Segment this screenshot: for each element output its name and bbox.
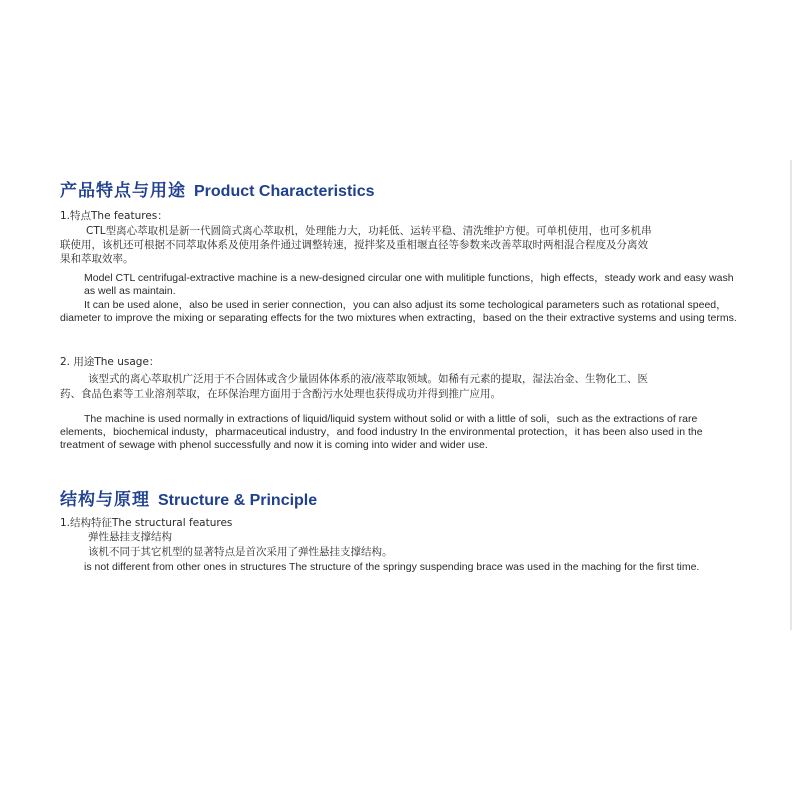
usage-title: 2. 用途The usage：	[60, 356, 160, 368]
structure-item-subtitle: 弹性悬挂支撑结构	[88, 531, 172, 543]
features-cn-line: 果和萃取效率。	[60, 253, 134, 265]
features-en-paragraph-1: Model CTL centrifugal-extractive machine is a new-designed circular one with mulitiple functions，high effects，steady work and easy wash as well as maintain.	[84, 272, 734, 297]
structure-item-title: 1.结构特征The structural features	[60, 517, 233, 529]
features-title: 1.特点The features：	[60, 210, 168, 222]
features-cn-line: 联使用，该机还可根据不同萃取体系及使用条件通过调整转速，搅拌桨及重相堰直径等参数来改善萃取时两相混合程度及分离效	[60, 239, 648, 251]
heading-en: Product Characteristics	[194, 183, 375, 200]
heading-cn: 结构与原理	[60, 490, 150, 510]
structure-item-en: is not different from other ones in structures The structure of the springy suspending brace was used in the maching for the first time.	[84, 561, 700, 573]
section-heading-structure	[60, 485, 317, 510]
usage-en-paragraph: The machine is used normally in extractions of liquid/liquid system without solid or with a little of soli，such as the extractions of rare elements，biochemical industy，pharmaceutical industry，and food industry In the environmental protection，it has been also used in the treatment of sewage with phenol successfully and now it is coming into wider and wider use.	[60, 413, 703, 451]
page-edge-divider	[790, 160, 792, 630]
usage-cn-line: 药、食品色素等工业溶剂萃取，在环保治理方面用于含酚污水处理也获得成功并得到推广应用。	[60, 388, 501, 400]
heading-en: Structure & Principle	[158, 492, 318, 509]
structure-item-cn: 该机不同于其它机型的显著特点是首次采用了弹性悬挂支撑结构。	[88, 546, 393, 558]
heading-cn: 产品特点与用途	[60, 181, 186, 201]
usage-cn-line: 该型式的离心萃取机广泛用于不合固体或含少量固体体系的液/液萃取领域。如稀有元素的提取，湿法冶金、生物化工、医	[88, 373, 649, 385]
features-cn-line: CTL型离心萃取机是新一代圆筒式离心萃取机，处理能力大，功耗低、运转平稳、清洗维护方便。可单机使用，也可多机串	[86, 225, 652, 237]
features-en-paragraph-2: It can be used alone，also be used in serier connection，you can also adjust its some techological parameters such as rotational speed，diameter to improve the mixing or separating effects for the two mixtures when extracting，based on the their extractive systems and using terms.	[60, 299, 737, 324]
section-heading-product	[60, 176, 375, 201]
